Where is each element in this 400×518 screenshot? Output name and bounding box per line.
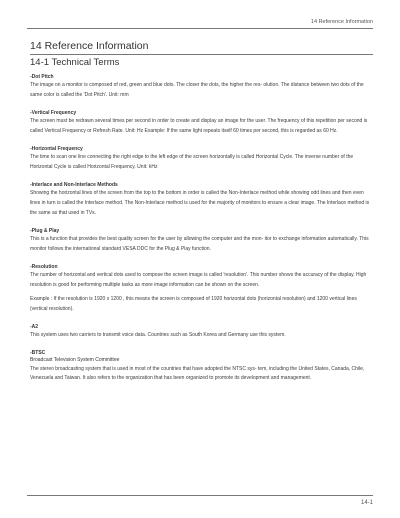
term-block bbox=[30, 110, 372, 137]
term-block bbox=[30, 228, 372, 255]
title-divider bbox=[30, 54, 373, 55]
page-title: 14 Reference Information bbox=[30, 40, 149, 52]
term-block bbox=[30, 350, 372, 384]
term-description: The stereo broadcasting system that is used in most of the countries that have adopted the NTSC sys- tem, including the United States, Canada, Chile, Venezuela and Taiwan. It also refers to the organization that has been organized to promote its development and management. bbox=[30, 365, 365, 382]
footer-divider bbox=[27, 495, 373, 496]
term-description: Example : If the resolution is 1920 x 1200 , this means the screen is composed of 1920 horizontal dots (horizontal resolution) and 1200 vertical lines (vertical resolution). bbox=[30, 296, 357, 312]
term-block bbox=[30, 324, 372, 341]
term-description: Showing the horizontal lines of the screen from the top to the bottom in order is called the Non-Interlace method while showing odd lines and then even lines in turn is called the Interlace method. The Non-Interlace method is used for the majority of monitors to ensure a clear image. The Interlace method is the same as that used in TVs. bbox=[30, 190, 370, 216]
term-heading: -Resolution bbox=[30, 263, 58, 270]
term-block bbox=[30, 264, 372, 315]
term-heading: -BTSC bbox=[30, 350, 46, 357]
term-heading: -Horizontal Frequency bbox=[30, 145, 83, 152]
term-heading: -A2 bbox=[30, 323, 39, 330]
section-title: 14-1 Technical Terms bbox=[30, 57, 120, 68]
terms-list bbox=[30, 74, 372, 393]
term-description: The image on a monitor is composed of red, green and blue dots. The closer the dots, the higher the res- olution. The distance between two dots of the same color is called the 'Dot Pitch'. Unit: mm bbox=[30, 82, 364, 98]
term-subheading: Broadcast Television System Committee bbox=[30, 357, 120, 364]
term-description: The number of horizontal and vertical dots used to compose the screen image is called 'resolution'. This number shows the accuracy of the display. High resolution is good for performing multiple tasks as more image information can be shown on the screen. bbox=[30, 271, 367, 288]
page-number: 14-1 bbox=[360, 500, 373, 506]
term-heading: -Dot Pitch bbox=[30, 74, 54, 80]
term-description: The screen must be redrawn several times per second in order to create and display an image for the user. The frequency of this repetition per second is called Vertical Frequency or Refresh Rate. Unit: Hz Example: If the same light repeats itself 60 times per second, this is regarded as 60 Hz. bbox=[30, 118, 368, 134]
term-heading: -Interlace and Non-Interlace Methods bbox=[30, 181, 118, 188]
term-block bbox=[30, 74, 372, 101]
term-description: This system uses two carriers to transmit voice data. Countries such as South Korea and Germany use this system. bbox=[30, 332, 286, 339]
term-description: This is a function that provides the best quality screen for the user by allowing the computer and the mon- itor to exchange information automatically. This monitor follows the international standard VESA DDC for the Plug & Play function. bbox=[30, 235, 369, 252]
term-block bbox=[30, 182, 372, 218]
term-block bbox=[30, 146, 372, 173]
header-divider bbox=[27, 28, 373, 29]
running-header: 14 Reference Information bbox=[310, 19, 373, 25]
term-heading: -Plug & Play bbox=[30, 227, 60, 234]
term-heading: -Vertical Frequency bbox=[30, 109, 77, 116]
term-description: The time to scan one line connecting the right edge to the left edge of the screen horizontally is called Horizontal Cycle. The inverse number of the Horizontal Cycle is called Horizontal Frequency. Unit: kHz bbox=[30, 154, 354, 170]
